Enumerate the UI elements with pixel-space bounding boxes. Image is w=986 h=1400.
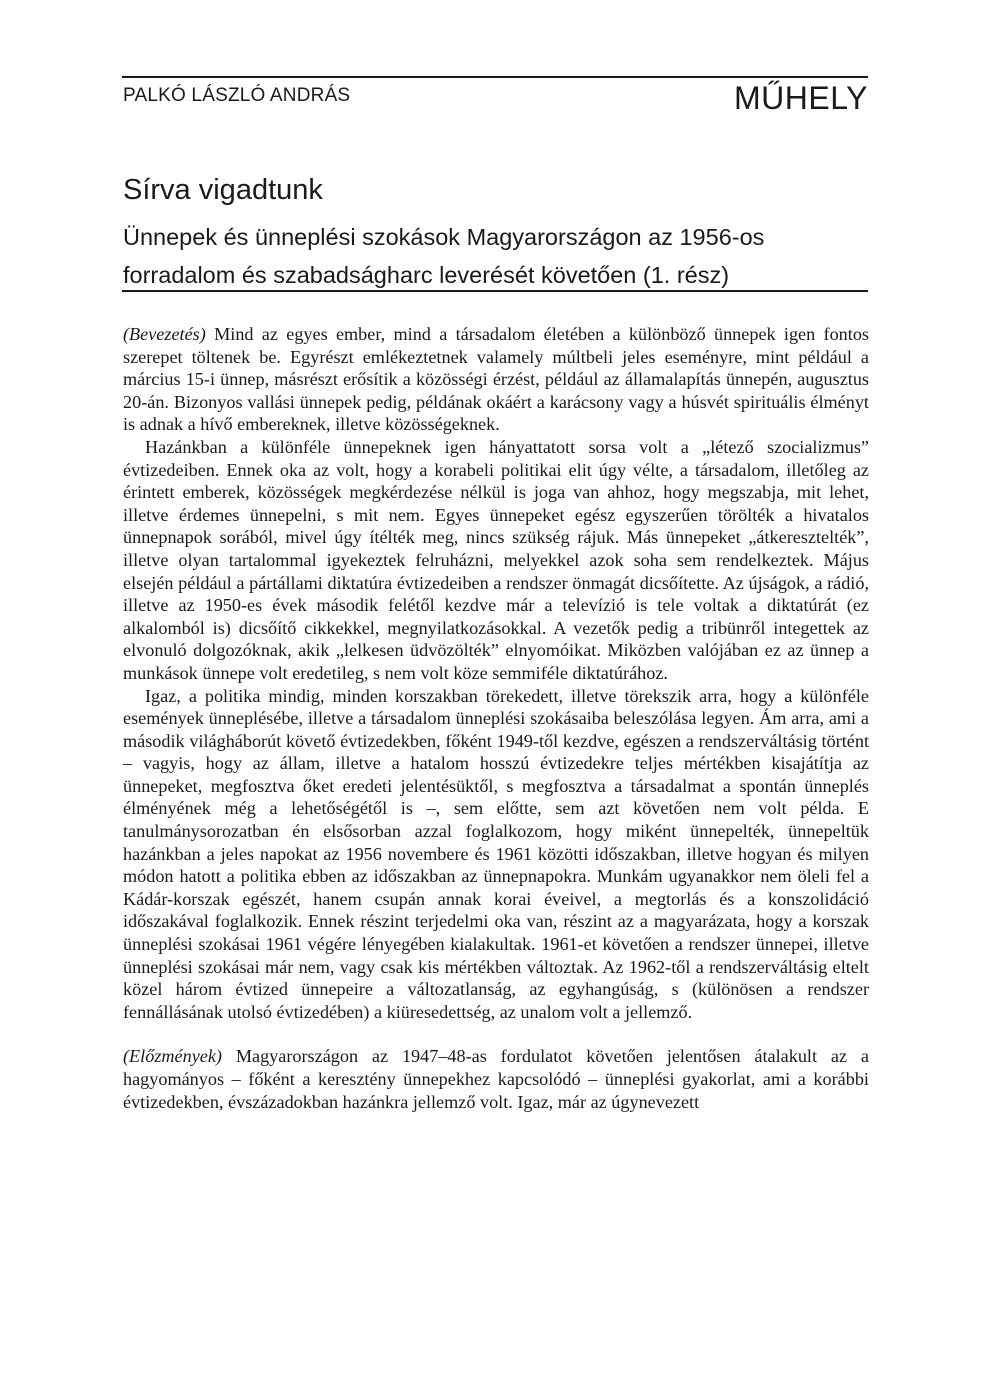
article-body	[123, 323, 869, 1113]
title-rule	[122, 290, 868, 292]
paragraph: Hazánkban a különféle ünnepeknek igen hányattatott sorsa volt a „létező szocializmus” évtizedeiben. Ennek oka az volt, hogy a korabeli politikai elit úgy vélte, a társadalom, illetőleg az érintett emberek, közösségek megkérdezése nélkül is joga van ahhoz, hogy megszabja, mit lehet, illetve érdemes ünnepelni, s mit nem. Egyes ünnepeket egész egyszerűen törölték a hivatalos ünnepnapok sorából, mivel úgy ítélték meg, nincs szükség rájuk. Más ünnepeket „átkeresztelték”, illetve olyan tartalommal igyekeztek felruházni, melyekkel azok soha sem rendelkeztek. Május elsején például a pártállami diktatúra évtizedeiben a rendszer önmagát dicsőítette. Az újságok, a rádió, illetve az 1950-es évek második felétől kezdve már a televízió is tele voltak a diktatúrát (ez alkalomból is) dicsőítő cikkekkel, megnyilatkozásokkal. A vezetők pedig a tribünről integettek az elvonuló dolgozóknak, akik „lelkesen üdvözölték” elnyomóikat. Miközben valójában ez az ünnep a munkások ünnepe volt eredetileg, s nem volt köze semmiféle diktatúrához.	[123, 436, 869, 683]
header-rule	[122, 76, 868, 78]
paragraph: Igaz, a politika mindig, minden korszakban törekedett, illetve törekszik arra, hogy a különféle események ünneplésébe, illetve a társadalom ünneplési szokásaiba beleszólása legyen. Ám arra, ami a második világháborút követő évtizedekben, főként 1949-től kezdve, egészen a rendszerváltásig történt – vagyis, hogy az állam, illetve a hatalom hosszú évtizedekre teljes mértékben kisajátítja az ünnepeket, megfosztva őket eredeti jelentésüktől, s megfosztva a társadalmat a spontán ünneplés élményének még a lehetőségétől is –, sem előtte, sem azt követően nem volt példa. E tanulmánysorozatban én elsősorban azzal foglalkozom, hogy miként ünnepelték, ünnepeltük hazánkban a jeles napokat az 1956 novembere és 1961 közötti időszakban, illetve hogyan és milyen módon hatott a politika ebben az időszakban az ünnepnapokra. Munkám ugyanakkor nem öleli fel a Kádár-korszak egészét, hanem csupán annak korai éveivel, a megtorlás és a konszolidáció időszakával foglalkozik. Ennek részint terjedelmi oka van, részint az a magyarázata, hogy a korszak ünneplési szokásai 1961 végére lényegében kialakultak. 1961-et követően a rendszer ünnepei, illetve ünneplési szokásai már nem, vagy csak kis mértékben változtak. Az 1962-től a rendszerváltásig eltelt közel három évtized ünnepeire a változatlanság, az egyhangúság, s (különösen a rendszer fennállásának utolsó évtizedében) a kiüresedettség, az unalom volt a jellemző.	[123, 685, 869, 1022]
author-name: PALKÓ LÁSZLÓ ANDRÁS	[123, 85, 351, 106]
paragraph-text: Mind az egyes ember, mind a társadalom életében a különböző ünnepek igen fontos szerepet töltenek be. Egyrészt emlékeztetnek valamely múltbeli jeles eseményre, mint például a március 15-i ünnep, másrészt erősítik a közösségi érzést, például az államalapítás ünnepén, augusztus 20-án. Bizonyos vallási ünnepek pedig, példának okáért a karácsony vagy a húsvét spirituális élményt is adnak a hívő embereknek, illetve közösségeknek.	[123, 324, 869, 435]
article-subtitle: Ünnepek és ünneplési szokások Magyarországon az 1956-os forradalom és szabadságharc leverését követően (1. rész)	[123, 224, 765, 288]
paragraph-introduction	[123, 323, 869, 436]
paragraph-antecedents	[123, 1045, 869, 1113]
run-in-heading-introduction: (Bevezetés)	[123, 324, 206, 344]
paragraph-text: Magyarországon az 1947–48-as fordulatot követően jelentősen átalakult az a hagyományos – főként a keresztény ünnepekhez kapcsolódó – ünneplési gyakorlat, ami a korábbi évtizedekben, évszázadokban hazánkra jellemző volt. Igaz, már az úgynevezett	[123, 1046, 869, 1112]
run-in-heading-antecedents: (Előzmények)	[123, 1046, 222, 1067]
article-title: Sírva vigadtunk	[123, 174, 323, 206]
section-label: MŰHELY	[734, 80, 868, 116]
